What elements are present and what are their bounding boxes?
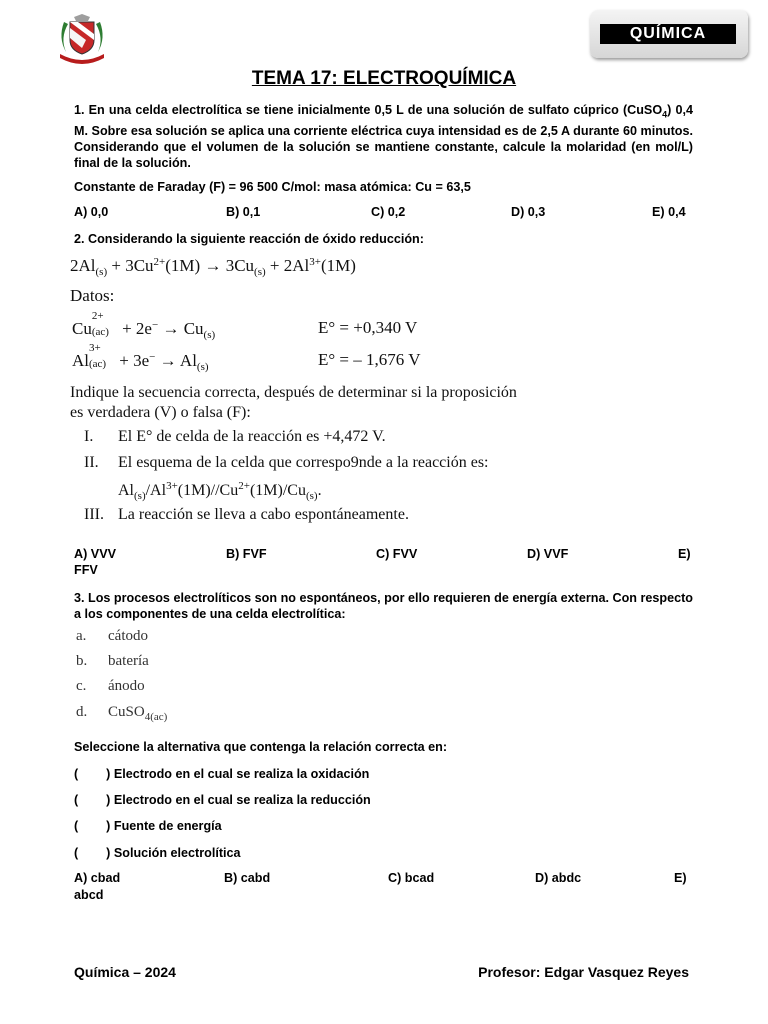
proposition-3: La reacción se lleva a cabo espontáneamente. — [118, 506, 409, 523]
proposition-1-number: I. — [84, 428, 94, 445]
component-b: batería — [108, 653, 149, 669]
question-2-text: 2. Considerando la siguiente reacción de óxido reducción: — [74, 232, 424, 246]
q3-option-a: A) cbad — [74, 871, 121, 885]
component-d: CuSO$_{4(ac)}$ — [108, 704, 168, 723]
relation-oxidation: ( ) Electrodo en el cual se realiza la oxidación — [74, 767, 370, 781]
half-reaction-al: Al 3+ (ac) + $3e^- \to Al_{(s)}$ — [72, 342, 209, 373]
q2-option-b: B) FVF — [226, 547, 267, 561]
q3-instruction: Seleccione la alternativa que contenga la relación correcta en: — [74, 740, 448, 754]
component-b-letter: b. — [76, 653, 88, 669]
potential-al: E° = – 1,676 V — [318, 350, 421, 369]
proposition-3-number: III. — [84, 506, 104, 523]
component-a: cátodo — [108, 628, 148, 644]
q2-option-e-value: FFV — [74, 563, 98, 577]
component-a-letter: a. — [76, 628, 87, 644]
relation-reduction: ( ) Electrodo en el cual se realiza la reducción — [74, 793, 371, 807]
q3-option-e-value: abcd — [74, 888, 104, 902]
half-reaction-cu: Cu 2+ (ac) + $2e^- \to Cu_{(s)}$ — [72, 310, 216, 341]
component-d-formula: CuSO — [108, 704, 145, 720]
question-3-text: 3. Los procesos electrolíticos son no espontáneos, por ello requieren de energía externa. Con respecto a los componentes de una celda electrolítica: — [74, 591, 693, 621]
q1-option-b: B) 0,1 — [226, 205, 261, 219]
q2-instruction-line-2: es verdadera (V) o falsa (F): — [70, 404, 251, 421]
cell-scheme: $Al_{(s)}/Al^{3+}(1M)//Cu^{2+}(1M)/Cu_{(s)}$. — [118, 480, 322, 502]
subject-badge — [590, 10, 748, 58]
q1-option-c: C) 0,2 — [371, 205, 406, 219]
footer-teacher: Profesor: Edgar Vasquez Reyes — [478, 964, 689, 980]
q3-option-b: B) cabd — [224, 871, 271, 885]
q2-instruction-line-1: Indique la secuencia correcta, después de determinar si la proposición — [70, 384, 517, 401]
q1-option-a: A) 0,0 — [74, 205, 109, 219]
q1-option-e: E) 0,4 — [652, 205, 686, 219]
component-c: ánodo — [108, 678, 145, 694]
question-1-text: 1. En una celda electrolítica se tiene inicialmente 0,5 L de una solución de sulfato cúprico (CuSO$_4$) 0,4 M. Sobre esa solución se aplica una corriente eléctrica cuya intensidad es de 2,5 A durante 60 minutos. Considerando que el volumen de la solución se mantiene constante, calcule la molaridad (en mol/L) final de la solución. — [74, 103, 693, 170]
footer-course: Química – 2024 — [74, 964, 176, 980]
q2-option-c: C) FVV — [376, 547, 418, 561]
proposition-2-number: II. — [84, 454, 99, 471]
relation-energy-source: ( ) Fuente de energía — [74, 819, 222, 833]
q3-option-e: E) — [674, 871, 687, 885]
datos-label: Datos: — [70, 286, 115, 305]
component-d-letter: d. — [76, 704, 88, 720]
q2-option-d: D) VVF — [527, 547, 569, 561]
q3-option-d: D) abdc — [535, 871, 582, 885]
proposition-1: El E° de celda de la reacción es +4,472 V. — [118, 428, 386, 445]
question-1-constants: Constante de Faraday (F) = 96 500 C/mol: masa atómica: Cu = 63,5 — [74, 180, 471, 194]
q2-option-a: A) VVV — [74, 547, 116, 561]
redox-reaction-equation: $2Al_{(s)} + 3Cu^{2+}(1M) \to 3Cu_{(s)} + 2Al^{3+}(1M)$ — [70, 256, 356, 278]
q3-option-c: C) bcad — [388, 871, 435, 885]
school-crest-logo — [54, 14, 110, 66]
proposition-2: El esquema de la celda que correspo9nde a la reacción es: — [118, 454, 489, 471]
component-c-letter: c. — [76, 678, 87, 694]
page-title: TEMA 17: ELECTROQUÍMICA — [251, 68, 517, 89]
potential-cu: E° = +0,340 V — [318, 318, 418, 337]
q2-option-e: E) — [678, 547, 691, 561]
relation-electrolyte: ( ) Solución electrolítica — [74, 846, 241, 860]
q1-option-d: D) 0,3 — [511, 205, 546, 219]
subject-label: QUÍMICA — [600, 24, 736, 44]
